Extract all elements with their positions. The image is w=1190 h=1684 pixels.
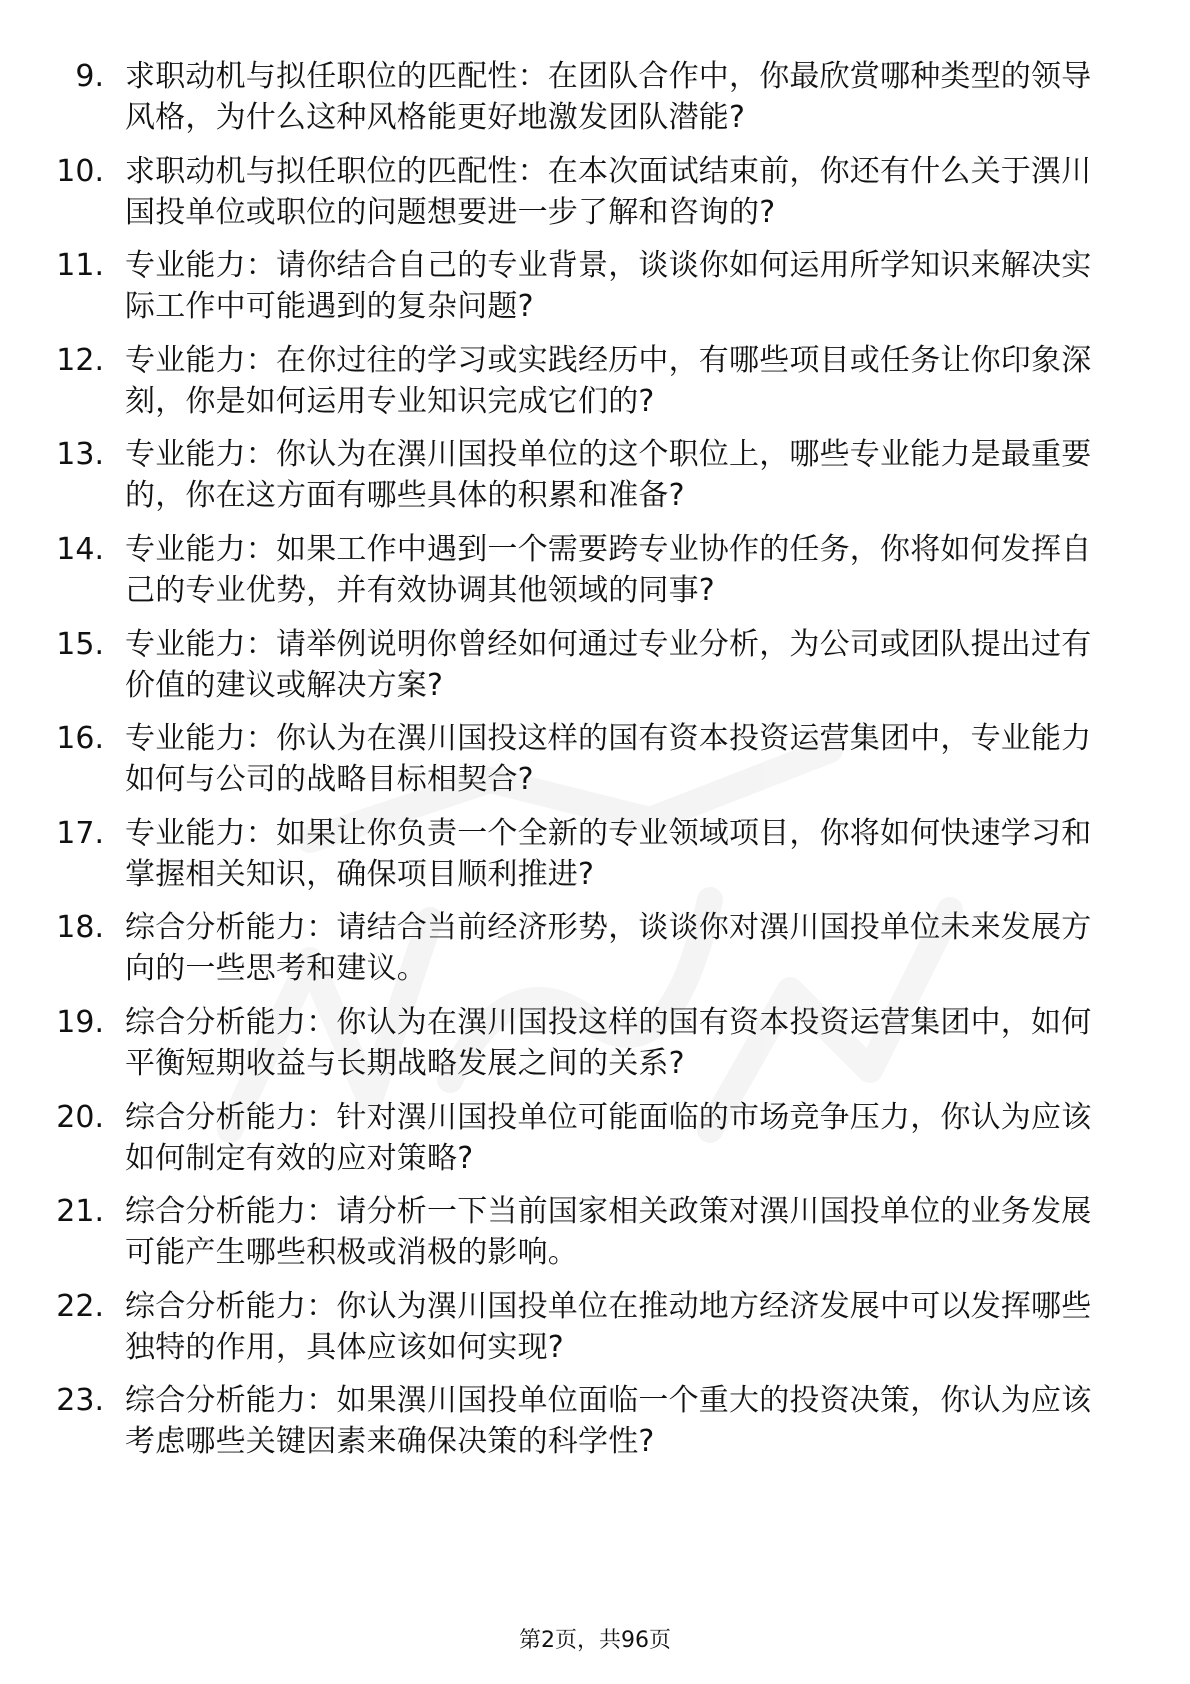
question-text: 综合分析能力：你认为潩川国投单位在推动地方经济发展中可以发挥哪些独特的作用，具体应该如何实现?: [125, 1288, 1092, 1365]
question-item: [52, 718, 1112, 813]
page-footer: 第2页，共96页: [519, 1628, 671, 1653]
question-number: 10.: [56, 153, 104, 189]
question-text: 综合分析能力：请分析一下当前国家相关政策对潩川国投单位的业务发展可能产生哪些积极或消极的影响。: [125, 1194, 1092, 1271]
question-item: [52, 1191, 1112, 1286]
question-list: [52, 56, 1112, 1475]
question-text: 综合分析能力：你认为在潩川国投这样的国有资本投资运营集团中，如何平衡短期收益与长期战略发展之间的关系?: [125, 1004, 1092, 1081]
question-item: [52, 56, 1112, 151]
question-number: 15.: [56, 626, 104, 662]
question-item: [52, 1097, 1112, 1192]
question-text: 专业能力：在你过往的学习或实践经历中，有哪些项目或任务让你印象深刻，你是如何运用专业知识完成它们的?: [125, 342, 1092, 419]
question-number: 18.: [56, 910, 104, 946]
question-number: 21.: [56, 1194, 104, 1230]
question-text: 专业能力：你认为在潩川国投单位的这个职位上，哪些专业能力是最重要的，你在这方面有哪些具体的积累和准备?: [125, 437, 1092, 514]
question-number: 12.: [56, 342, 104, 378]
question-item: [52, 340, 1112, 435]
question-item: [52, 151, 1112, 246]
question-number: 19.: [56, 1004, 104, 1040]
question-text: 求职动机与拟任职位的匹配性：在本次面试结束前，你还有什么关于潩川国投单位或职位的问题想要进一步了解和咨询的?: [125, 153, 1092, 230]
question-text: 专业能力：请你结合自己的专业背景，谈谈你如何运用所学知识来解决实际工作中可能遇到的复杂问题?: [125, 248, 1092, 325]
question-text: 综合分析能力：如果潩川国投单位面临一个重大的投资决策，你认为应该考虑哪些关键因素来确保决策的科学性?: [125, 1383, 1092, 1460]
question-number: 22.: [56, 1288, 104, 1324]
question-text: 专业能力：如果让你负责一个全新的专业领域项目，你将如何快速学习和掌握相关知识，确保项目顺利推进?: [125, 815, 1092, 892]
question-number: 17.: [56, 815, 104, 851]
question-text: 综合分析能力：针对潩川国投单位可能面临的市场竞争压力，你认为应该如何制定有效的应对策略?: [125, 1099, 1092, 1176]
question-item: [52, 434, 1112, 529]
question-number: 11.: [56, 248, 104, 284]
question-item: [52, 529, 1112, 624]
question-item: [52, 813, 1112, 908]
question-item: [52, 624, 1112, 719]
question-item: [52, 245, 1112, 340]
question-item: [52, 1002, 1112, 1097]
question-number: 16.: [56, 721, 104, 757]
question-item: [52, 907, 1112, 1002]
question-text: 求职动机与拟任职位的匹配性：在团队合作中，你最欣赏哪种类型的领导风格，为什么这种风格能更好地激发团队潜能?: [125, 59, 1092, 135]
question-number: 9.: [75, 59, 104, 94]
question-number: 20.: [56, 1099, 104, 1135]
question-item: [52, 1380, 1112, 1475]
question-number: 13.: [56, 437, 104, 473]
question-number: 23.: [56, 1383, 104, 1419]
question-item: [52, 1286, 1112, 1381]
question-text: 专业能力：请举例说明你曾经如何通过专业分析，为公司或团队提出过有价值的建议或解决方案?: [125, 626, 1092, 703]
question-text: 综合分析能力：请结合当前经济形势，谈谈你对潩川国投单位未来发展方向的一些思考和建议。: [125, 910, 1092, 987]
question-text: 专业能力：你认为在潩川国投这样的国有资本投资运营集团中，专业能力如何与公司的战略目标相契合?: [125, 721, 1092, 798]
question-text: 专业能力：如果工作中遇到一个需要跨专业协作的任务，你将如何发挥自己的专业优势，并有效协调其他领域的同事?: [125, 531, 1092, 608]
question-number: 14.: [56, 531, 104, 567]
